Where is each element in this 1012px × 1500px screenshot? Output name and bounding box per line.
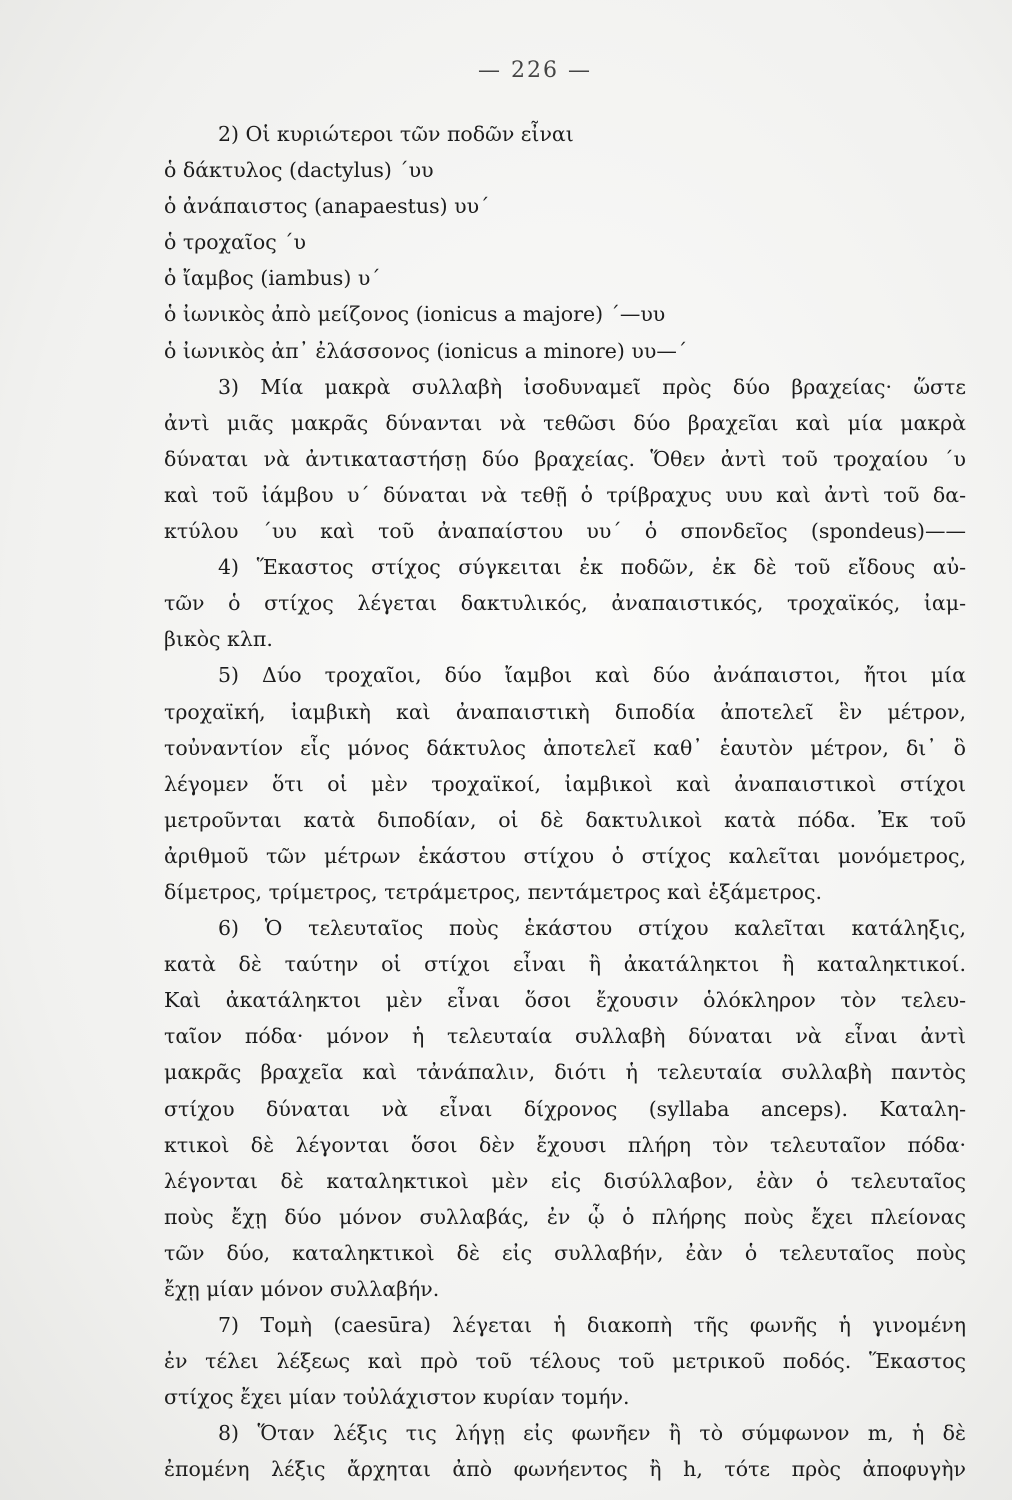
page-body-text xyxy=(164,116,966,1488)
text-line: ἀντὶ μιᾶς μακρᾶς δύνανται νὰ τεθῶσι δύο βραχεῖαι καὶ μία μακρὰ xyxy=(164,410,966,435)
text-line: ὁ ἀνάπαιστος (anapaestus) υυ´ xyxy=(164,194,490,219)
text-line: ἔχῃ μίαν μόνον συλλαβήν. xyxy=(164,1277,440,1301)
text-line: τροχαϊκή, ἰαμβικὴ καὶ ἀναπαιστικὴ διποδία ἀποτελεῖ ἓν μέτρον, xyxy=(164,699,966,724)
text-line: 8) Ὅταν λέξις τις λήγῃ εἰς φωνῆεν ἢ τὸ σύμφωνον m, ἡ δὲ xyxy=(218,1421,966,1446)
text-line: 6) Ὁ τελευταῖος ποὺς ἑκάστου στίχου καλεῖται κατάληξις, xyxy=(218,916,966,941)
text-line: λέγομεν ὅτι οἱ μὲν τροχαϊκοί, ἰαμβικοὶ καὶ ἀναπαιστικοὶ στίχοι xyxy=(164,771,966,796)
page-number: — 226 — xyxy=(478,58,592,83)
text-line: κτύλου ´υυ καὶ τοῦ ἀναπαίστου υυ´ ὁ σπονδεῖος (spondeus)—— xyxy=(164,519,966,544)
text-line: λέγονται δὲ καταληκτικοὶ μὲν εἰς δισύλλαβον, ἐὰν ὁ τελευταῖος xyxy=(164,1168,966,1193)
text-line: ἐν τέλει λέξεως καὶ πρὸ τοῦ τέλους τοῦ μετρικοῦ ποδός. Ἕκαστος xyxy=(164,1349,966,1374)
text-line: ταῖον πόδα· μόνον ἡ τελευταία συλλαβὴ δύναται νὰ εἶναι ἀντὶ xyxy=(164,1024,966,1049)
text-line: στίχος ἔχει μίαν τοὐλάχιστον κυρίαν τομήν. xyxy=(164,1385,630,1410)
text-line: ὁ δάκτυλος (dactylus) ´υυ xyxy=(164,158,434,183)
text-line: Καὶ ἀκατάληκτοι μὲν εἶναι ὅσοι ἔχουσιν ὁλόκληρον τὸν τελευ- xyxy=(164,988,966,1013)
text-line: ποὺς ἔχῃ δύο μόνον συλλαβάς, ἐν ᾧ ὁ πλήρης ποὺς ἔχει πλείονας xyxy=(164,1204,966,1229)
text-line: κατὰ δὲ ταύτην οἱ στίχοι εἶναι ἢ ἀκατάληκτοι ἢ καταληκτικοί. xyxy=(164,952,966,977)
text-line: στίχου δύναται νὰ εἶναι δίχρονος (syllaba anceps). Καταλη- xyxy=(164,1096,966,1121)
text-line: βικὸς κλπ. xyxy=(164,627,273,652)
text-line: μακρᾶς βραχεῖα καὶ τἀνάπαλιν, διότι ἡ τελευταία συλλαβὴ παντὸς xyxy=(164,1060,966,1085)
text-line: ὁ ἰωνικὸς ἀπὸ μείζονος (ionicus a majore) ´—υυ xyxy=(164,302,666,327)
text-line: ἀριθμοῦ τῶν μέτρων ἑκάστου στίχου ὁ στίχος καλεῖται μονόμετρος, xyxy=(164,843,966,868)
text-line: δίμετρος, τρίμετρος, τετράμετρος, πεντάμετρος καὶ ἑξάμετρος. xyxy=(164,879,823,904)
text-line: δύναται νὰ ἀντικαταστήσῃ δύο βραχείας. Ὅθεν ἀντὶ τοῦ τροχαίου ´υ xyxy=(164,446,966,471)
text-line: ὁ ἰωνικὸς ἀπ᾽ ἐλάσσονος (ionicus a minore) υυ—´ xyxy=(164,338,688,363)
text-line: 4) Ἕκαστος στίχος σύγκειται ἐκ ποδῶν, ἐκ δὲ τοῦ εἴδους αὐ- xyxy=(218,555,966,580)
text-line: κτικοὶ δὲ λέγονται ὅσοι δὲν ἔχουσι πλήρη τὸν τελευταῖον πόδα· xyxy=(164,1132,966,1157)
text-line: μετροῦνται κατὰ διποδίαν, οἱ δὲ δακτυλικοὶ κατὰ πόδα. Ἐκ τοῦ xyxy=(164,807,966,832)
text-line: τῶν δύο, καταληκτικοὶ δὲ εἰς συλλαβήν, ἐὰν ὁ τελευταῖος ποὺς xyxy=(164,1240,966,1265)
text-line: τῶν ὁ στίχος λέγεται δακτυλικός, ἀναπαιστικός, τροχαϊκός, ἰαμ- xyxy=(164,591,966,616)
text-line: ὁ τροχαῖος ´υ xyxy=(164,230,306,255)
text-line: 3) Μία μακρὰ συλλαβὴ ἰσοδυναμεῖ πρὸς δύο βραχείας· ὥστε xyxy=(218,374,966,399)
text-line: 2) Οἱ κυριώτεροι τῶν ποδῶν εἶναι xyxy=(218,122,574,146)
text-line: ἐπομένη λέξις ἄρχηται ἀπὸ φωνήεντος ἢ h, τότε πρὸς ἀποφυγὴν xyxy=(164,1457,966,1482)
text-line: τοὐναντίον εἷς μόνος δάκτυλος ἀποτελεῖ καθ᾽ ἑαυτὸν μέτρον, δι᾽ ὃ xyxy=(164,735,966,760)
text-line: 7) Τομὴ (caesūra) λέγεται ἡ διακοπὴ τῆς φωνῆς ἡ γινομένη xyxy=(218,1313,966,1338)
text-line: καὶ τοῦ ἰάμβου υ´ δύναται νὰ τεθῇ ὁ τρίβραχυς υυυ καὶ ἀντὶ τοῦ δα- xyxy=(164,482,966,507)
text-line: 5) Δύο τροχαῖοι, δύο ἴαμβοι καὶ δύο ἀνάπαιστοι, ἤτοι μία xyxy=(218,663,966,688)
text-line: ὁ ἴαμβος (iambus) υ´ xyxy=(164,266,381,291)
